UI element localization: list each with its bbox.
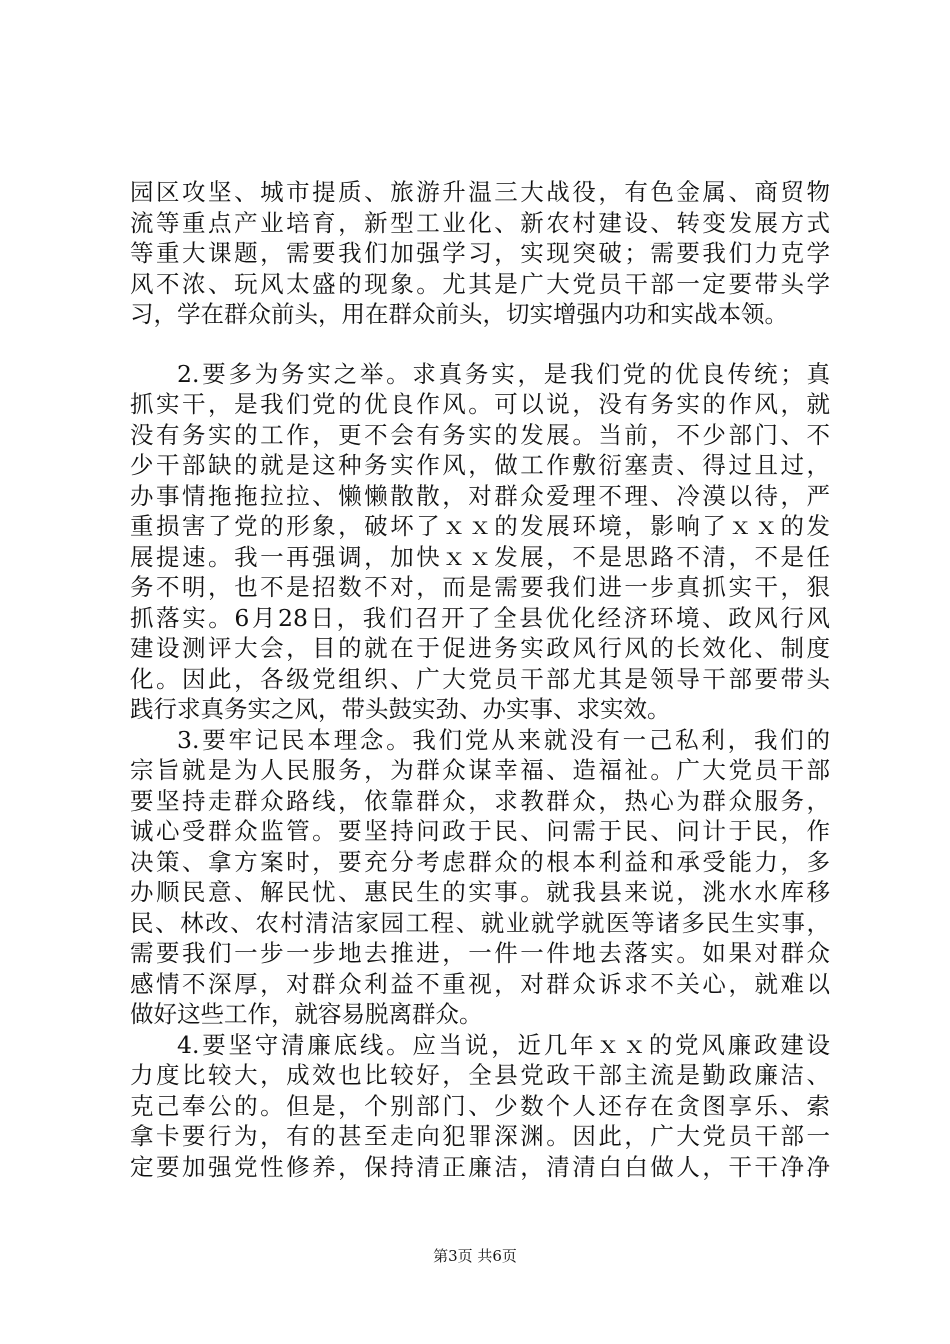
text-line: 建设测评大会，目的就在于促进务实政风行风的长效化、制度	[130, 634, 830, 662]
text-line: 2.要多为务实之举。求真务实，是我们党的优良传统；真	[177, 359, 830, 388]
paragraph-4	[130, 1030, 830, 1183]
paragraph-1	[130, 177, 830, 330]
text-line: 办事情拖拖拉拉、懒懒散散，对群众爱理不理、冷漠以待，严	[130, 481, 830, 510]
text-line: 决策、拿方案时，要充分考虑群众的根本利益和承受能力，多	[130, 847, 830, 876]
page-footer: 第3页 共6页	[433, 1247, 517, 1265]
paragraph-2	[130, 359, 830, 725]
text-line: 做好这些工作，就容易脱离群众。	[130, 1000, 483, 1028]
text-line: 宗旨就是为人民服务，为群众谋幸福、造福祉。广大党员干部	[130, 756, 830, 784]
text-line: 3.要牢记民本理念。我们党从来就没有一己私利，我们的	[177, 725, 830, 754]
text-line: 园区攻坚、城市提质、旅游升温三大战役，有色金属、商贸物	[130, 178, 830, 206]
text-line: 拿卡要行为，有的甚至走向犯罪深渊。因此，广大党员干部一	[130, 1122, 830, 1150]
text-line: 少干部缺的就是这种务实作风，做工作敷衍塞责、得过且过，	[130, 451, 830, 479]
text-line: 习，学在群众前头，用在群众前头，切实增强内功和实战本领。	[130, 300, 788, 328]
text-line: 务不明，也不是招数不对，而是需要我们进一步真抓实干，狠	[130, 573, 830, 601]
text-line: 民、林改、农村清洁家园工程、就业就学就医等诸多民生实事，	[130, 908, 830, 937]
text-line: 办顺民意、解民忧、惠民生的实事。就我县来说，洮水水库移	[130, 878, 830, 906]
text-line: 等重大课题，需要我们加强学习，实现突破；需要我们力克学	[130, 239, 830, 267]
text-line: 需要我们一步一步地去推进，一件一件地去落实。如果对群众	[130, 939, 830, 967]
text-line: 践行求真务实之风，带头鼓实劲、办实事、求实效。	[130, 695, 671, 723]
text-line: 定要加强党性修养，保持清正廉洁，清清白白做人，干干净净	[130, 1152, 830, 1181]
text-line: 抓落实。6月28日，我们召开了全县优化经济环境、政风行风	[130, 603, 830, 632]
text-line: 4.要坚守清廉底线。应当说，近几年ｘｘ的党风廉政建设	[177, 1030, 830, 1059]
text-line: 风不浓、玩风太盛的现象。尤其是广大党员干部一定要带头学	[130, 269, 830, 298]
text-line: 诚心受群众监管。要坚持问政于民、问需于民、问计于民，作	[130, 817, 830, 845]
text-line: 克己奉公的。但是，个别部门、少数个人还存在贪图享乐、索	[130, 1091, 830, 1120]
text-line: 抓实干，是我们党的优良作风。可以说，没有务实的作风，就	[130, 390, 830, 418]
text-line: 感情不深厚，对群众利益不重视，对群众诉求不关心，就难以	[130, 969, 830, 998]
text-line: 没有务实的工作，更不会有务实的发展。当前，不少部门、不	[130, 420, 830, 449]
document-body	[130, 177, 830, 1182]
text-line: 流等重点产业培育，新型工业化、新农村建设、转变发展方式	[130, 208, 830, 237]
text-line: 力度比较大，成效也比较好，全县党政干部主流是勤政廉洁、	[130, 1061, 830, 1089]
text-line: 要坚持走群众路线，依靠群众，求教群众，热心为群众服务，	[130, 786, 830, 815]
paragraph-3	[130, 725, 830, 1030]
text-line: 展提速。我一再强调，加快ｘｘ发展，不是思路不清，不是任	[130, 542, 830, 571]
paragraph-gap	[130, 330, 830, 359]
text-line: 化。因此，各级党组织、广大党员干部尤其是领导干部要带头	[130, 664, 830, 693]
text-line: 重损害了党的形象，破坏了ｘｘ的发展环境，影响了ｘｘ的发	[130, 512, 830, 540]
